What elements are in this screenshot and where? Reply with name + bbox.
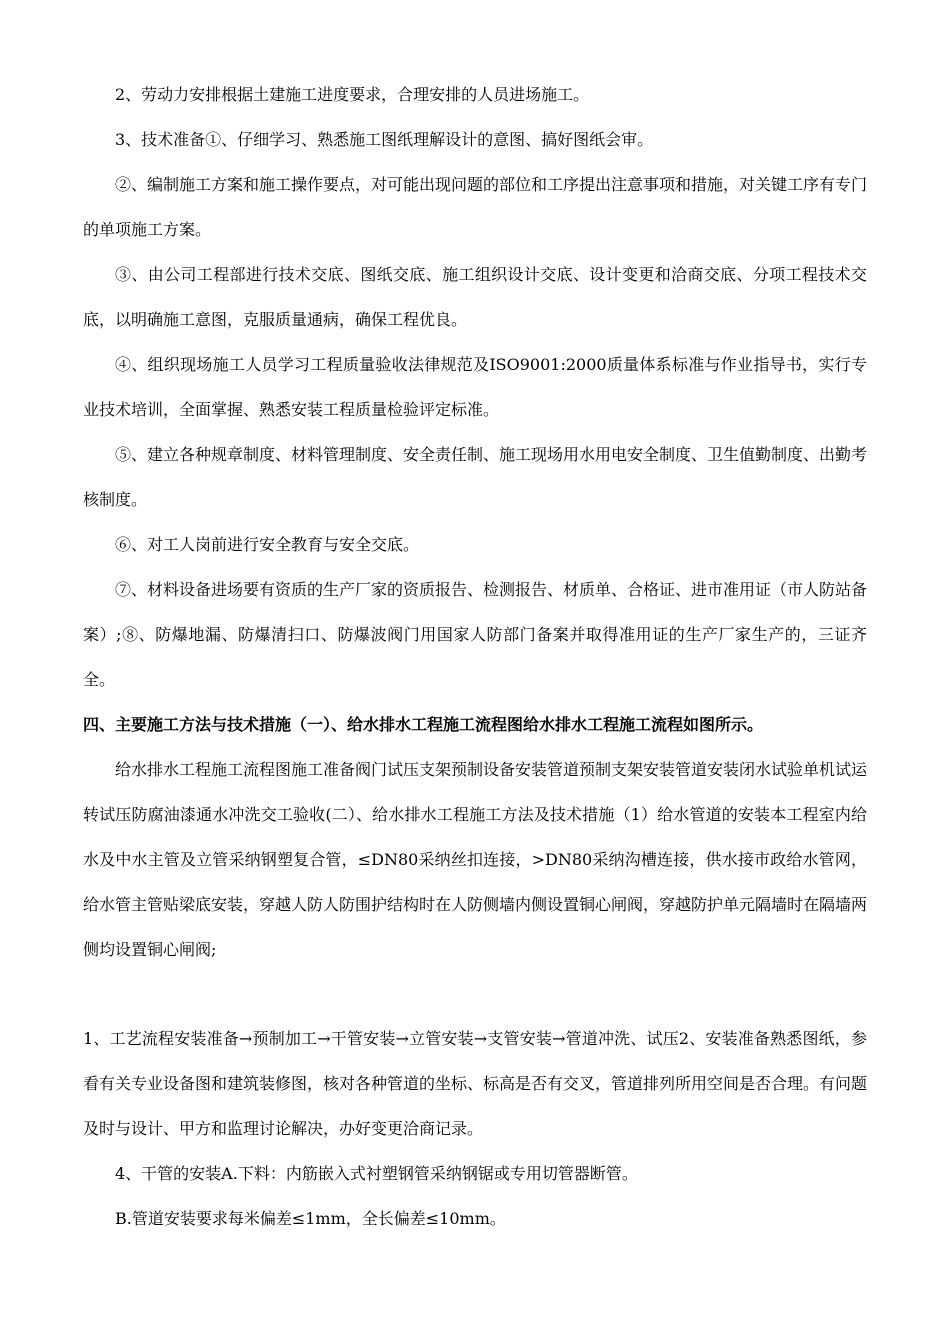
paragraph-safety-education: ⑥、对工人岗前进行安全教育与安全交底。 [115, 535, 420, 554]
paragraph-labor-arrangement: 2、劳动力安排根据土建施工进度要求，合理安排的人员进场施工。 [115, 85, 590, 104]
paragraph-water-supply-process: 给水排水工程施工流程图施工准备阀门试压支架预制设备安装管道预制支架安装管道安装闭水试验单机试运转试压防腐油漆通水冲洗交工验收(二）、给水排水工程施工方法及技术措施（1）给水管道的安装本工程室内给水及中水主管及立管采纳钢塑复合管，≤DN80采纳丝扣连接，>DN80采纳沟槽连接，供水接市政给水管网，给水管主管贴梁底安装，穿越人防人防围护结构时在人防侧墙内侧设置铜心闸阀，穿越防护单元隔墙时在隔墙两侧均设置铜心闸阀; [83, 760, 868, 959]
paragraph-pipe-tolerance: B.管道安装要求每米偏差≤1mm，全长偏差≤10mm。 [115, 1209, 506, 1228]
paragraph-construction-plan: ②、编制施工方案和施工操作要点，对可能出现问题的部位和工序提出注意事项和措施，对关键工序有专门的单项施工方案。 [83, 175, 868, 239]
paragraph-technical-disclosure: ③、由公司工程部进行技术交底、图纸交底、施工组织设计交底、设计变更和洽商交底、分项工程技术交底，以明确施工意图，克服质量通病，确保工程优良。 [83, 265, 867, 329]
paragraph-process-flow: 1、工艺流程安装准备→预制加工→干管安装→立管安装→支管安装→管道冲洗、试压2、安装准备熟悉图纸，参看有关专业设备图和建筑装修图，核对各种管道的坐标、标高是否有交叉，管道排列所用空间是否合理。有问题及时与设计、甲方和监理讨论解决，办好变更洽商记录。 [83, 1029, 868, 1138]
paragraph-gap [83, 972, 867, 1016]
paragraph-training: ④、组织现场施工人员学习工程质量验收法律规范及ISO9001:2000质量体系标准与作业指导书，实行专业技术培训，全面掌握、熟悉安装工程质量检验评定标准。 [83, 355, 867, 419]
section-heading-construction-methods: 四、主要施工方法与技术措施（一）、给水排水工程施工流程图给水排水工程施工流程如图所示。 [83, 715, 764, 734]
paragraph-regulations: ⑤、建立各种规章制度、材料管理制度、安全责任制、施工现场用水用电安全制度、卫生值勤制度、出勤考核制度。 [83, 445, 868, 509]
paragraph-technical-preparation: 3、技术准备①、仔细学习、熟悉施工图纸理解设计的意图、搞好图纸会审。 [115, 130, 654, 149]
paragraph-main-pipe-installation: 4、干管的安装A.下料：内筋嵌入式衬塑钢管采纳钢锯或专用切管器断管。 [115, 1164, 638, 1183]
paragraph-material-certification: ⑦、材料设备进场要有资质的生产厂家的资质报告、检测报告、材质单、合格证、进市准用证（市人防站备案）;⑧、防爆地漏、防爆清扫口、防爆波阀门用国家人防部门备案并取得准用证的生产厂家生产的，三证齐全。 [83, 580, 868, 689]
document-page [83, 72, 867, 1241]
